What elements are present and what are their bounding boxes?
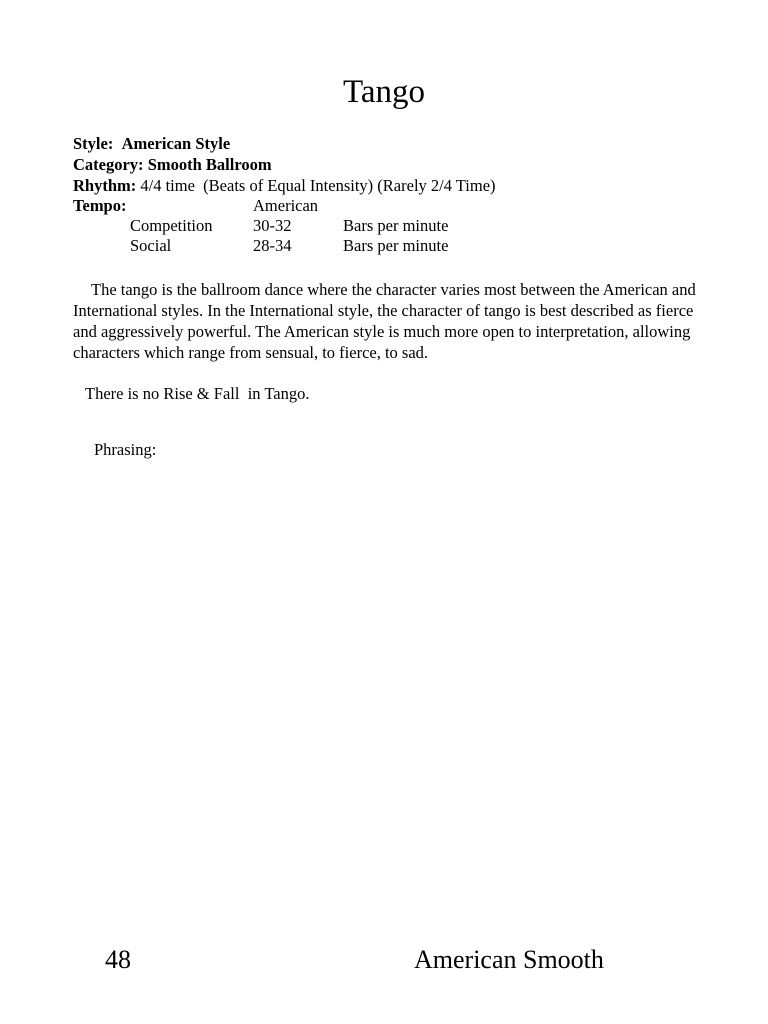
tempo-label: Tempo: xyxy=(73,196,127,215)
category-line xyxy=(73,154,496,175)
tempo-row-label: Competition xyxy=(130,216,213,235)
tempo-row-social xyxy=(73,236,496,256)
page-title: Tango xyxy=(342,74,425,110)
style-line xyxy=(73,133,496,154)
tempo-column-header: American xyxy=(253,196,319,215)
category-label: Category: xyxy=(73,155,144,174)
style-label: Style: xyxy=(73,134,114,153)
dance-info xyxy=(73,133,496,256)
section-title: American Smooth xyxy=(414,945,604,974)
tempo-row-range: 28-34 xyxy=(253,236,292,255)
tempo-row-competition xyxy=(73,216,496,236)
tempo-row-label: Social xyxy=(130,236,172,255)
tempo-row-unit: Bars per minute xyxy=(343,216,449,235)
tempo-header-row xyxy=(73,196,496,216)
rise-fall-note: There is no Rise & Fall in Tango. xyxy=(85,384,310,403)
rhythm-label: Rhythm: xyxy=(73,176,137,195)
rhythm-line xyxy=(73,175,496,196)
phrasing-label: Phrasing: xyxy=(94,440,157,459)
rhythm-value: 4/4 time (Beats of Equal Intensity) (Rarely 2/4 Time) xyxy=(140,176,496,195)
category-value: Smooth Ballroom xyxy=(147,155,272,174)
description-paragraph: The tango is the ballroom dance where the character varies most between the American and International styles. In the International style, the character of tango is best described as fierce and aggressively powerful. The American style is much more open to interpretation, allowing characters which range from sensual, to fierce, to sad. xyxy=(73,280,696,362)
tempo-row-unit: Bars per minute xyxy=(343,236,449,255)
style-value: American Style xyxy=(121,134,231,153)
page-number: 48 xyxy=(105,945,131,974)
tempo-row-range: 30-32 xyxy=(253,216,292,235)
